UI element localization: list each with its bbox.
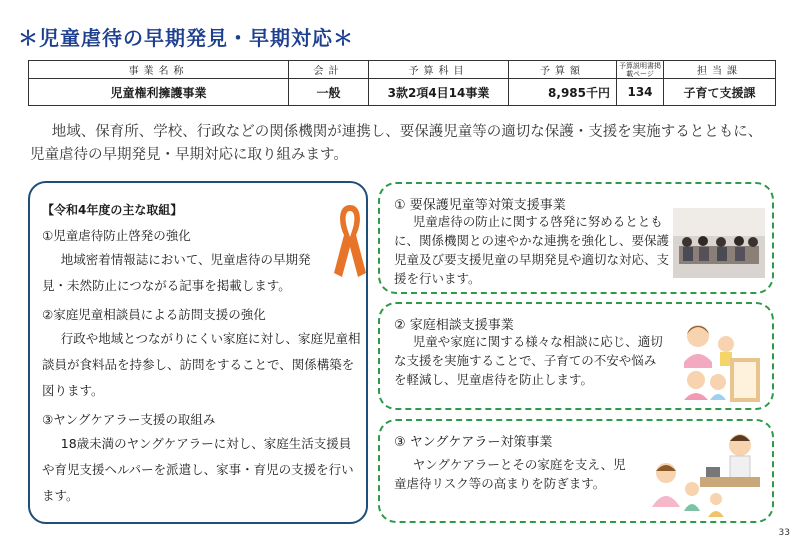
table-header-row xyxy=(29,61,776,79)
header-cell: 予算説明書掲載ページ xyxy=(617,61,664,79)
program-1-text: 児童虐待の防止に関する啓発に努めるとともに、関係機関との速やかな連携を強化し、要保護児童及び要支援児童の早期発見や適切な対応、支援を行います。 xyxy=(394,214,670,286)
header-cell: 予算科目 xyxy=(369,61,509,79)
table-cell: 3款2項4目14事業 xyxy=(369,79,509,106)
program-2-title: ② 家庭相談支援事業 xyxy=(394,318,514,333)
table-cell: 児童権利擁護事業 xyxy=(29,79,289,106)
header-cell: 会計 xyxy=(289,61,369,79)
main-initiatives-panel xyxy=(28,181,368,524)
initiative-2-title: ②家庭児童相談員による訪問支援の強化 xyxy=(42,307,266,322)
header-cell: 予算額 xyxy=(509,61,617,79)
table-cell: 子育て支援課 xyxy=(664,79,776,106)
orange-ribbon-icon xyxy=(330,201,370,281)
family-consultation-illustration-icon xyxy=(670,318,766,406)
header-cell: 担当課 xyxy=(664,61,776,79)
initiative-1-title: ①児童虐待防止啓発の強化 xyxy=(42,228,191,243)
initiative-3-text: 18歳未満のヤングケアラーに対し、家庭生活支援員や育児支援ヘルパーを派遣し、家事・育児の支援を行います。 xyxy=(42,436,354,503)
table-cell: 一般 xyxy=(289,79,369,106)
initiative-3-title: ③ヤングケアラー支援の取組み xyxy=(42,412,216,427)
initiatives-heading: 【令和4年度の主な取組】 xyxy=(42,203,183,217)
budget-table xyxy=(28,60,776,106)
page-title: ＊児童虐待の早期発見・早期対応＊ xyxy=(18,26,354,50)
program-box-3 xyxy=(378,419,774,523)
program-box-2 xyxy=(378,302,774,410)
program-3-title: ③ ヤングケアラー対策事業 xyxy=(394,435,553,450)
initiative-2-text: 行政や地域とつながりにくい家庭に対し、家庭児童相談員が食料品を持参し、訪問をすることで、関係構築を図ります。 xyxy=(42,331,361,398)
initiative-1-text: 地域密着情報誌において、児童虐待の早期発見・未然防止につながる記事を掲載します。 xyxy=(42,252,311,293)
table-cell: 134 xyxy=(617,79,664,106)
young-carer-illustration-icon xyxy=(636,427,768,519)
meeting-photo-icon xyxy=(673,208,765,278)
header-cell: 事業名称 xyxy=(29,61,289,79)
intro-text: 地域、保育所、学校、行政などの関係機関が連携し、要保護児童等の適切な保護・支援を実施するとともに、児童虐待の早期発見・早期対応に取り組みます。 xyxy=(30,124,763,163)
program-1-title: ① 要保護児童等対策支援事業 xyxy=(394,198,566,213)
table-row xyxy=(29,79,776,106)
table-cell: 8,985千円 xyxy=(509,79,617,106)
program-3-text: ヤングケアラーとその家庭を支え、児童虐待リスク等の高まりを防ぎます。 xyxy=(394,457,626,491)
program-2-text: 児童や家庭に関する様々な相談に応じ、適切な支援を実施することで、子育ての不安や悩みを軽減し、児童虐待を防止します。 xyxy=(394,334,663,387)
page-number: 33 xyxy=(778,528,790,538)
program-box-1 xyxy=(378,182,774,294)
